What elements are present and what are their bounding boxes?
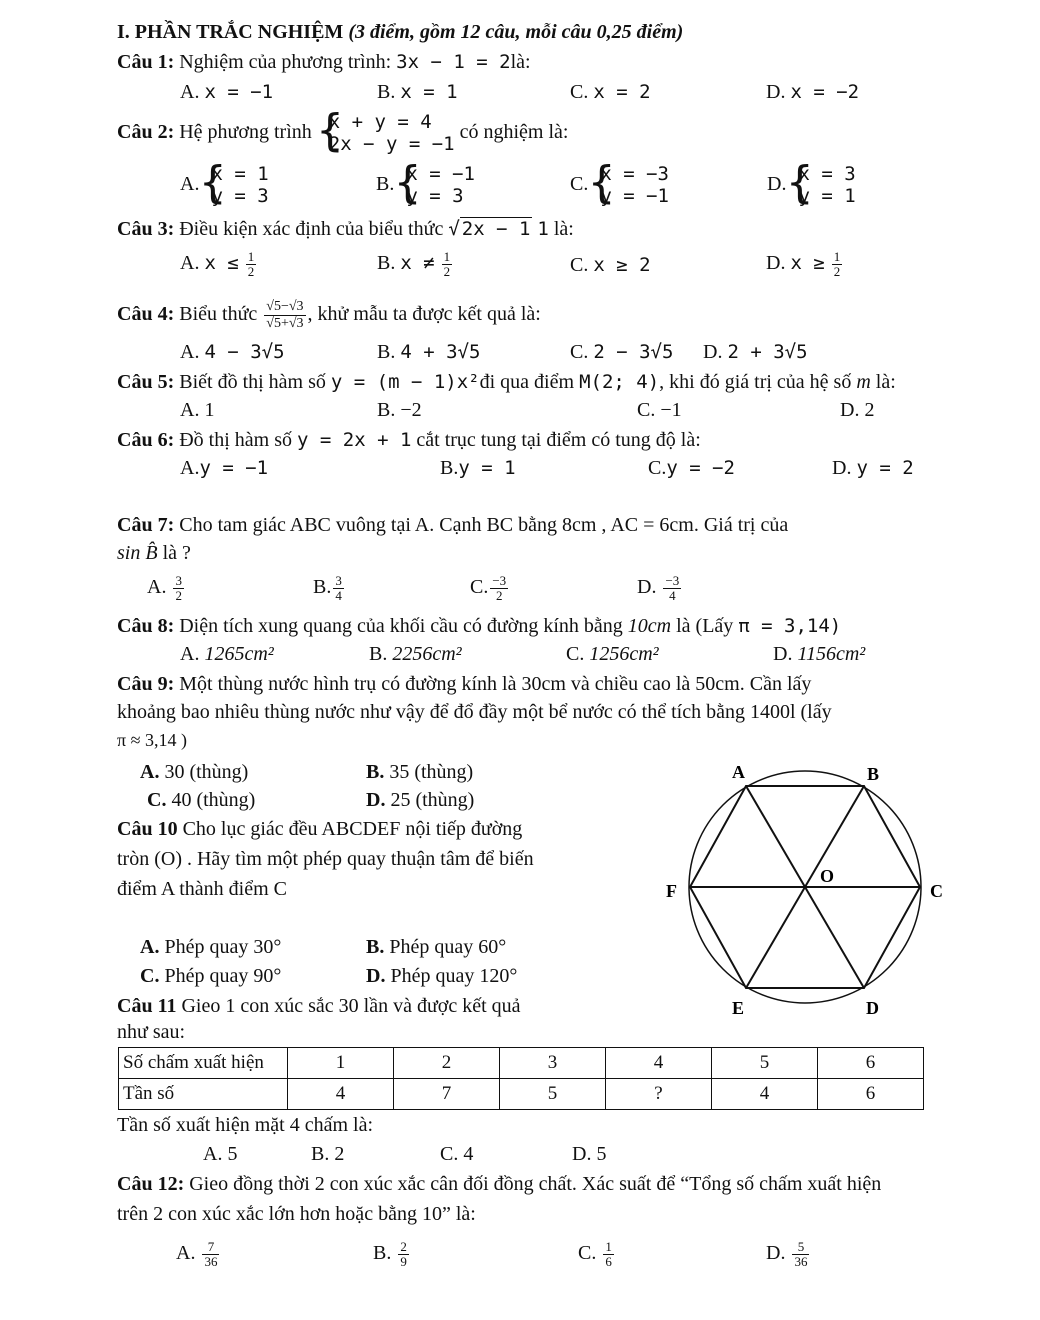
q4-option-c[interactable]: C. 2 − 3√5: [570, 341, 674, 363]
label-e: E: [732, 998, 745, 1018]
q1-option-a[interactable]: A. x = −1: [180, 81, 274, 103]
question-12: Câu 12: Gieo đồng thời 2 con xúc xắc cân đối đồng chất. Xác suất để “Tổng số chấm xuất hiện: [117, 1173, 882, 1195]
question-6: Câu 6: Đồ thị hàm số y = 2x + 1 cắt trục tung tại điểm có tung độ là:: [117, 429, 701, 451]
q2-option-c[interactable]: C. { x = −3 y = −1: [570, 157, 669, 209]
label-d: D: [866, 998, 879, 1018]
q11-option-b[interactable]: B. 2: [311, 1143, 345, 1165]
q2-system: { x + y = 4 2x − y = −1: [316, 105, 455, 157]
q5-option-c[interactable]: C. −1: [637, 399, 682, 421]
label-o: O: [820, 866, 835, 886]
q7-option-c[interactable]: C. $\frac{-3}{2}$: [470, 573, 507, 603]
q2-option-d[interactable]: D. { x = 3 y = 1: [767, 157, 856, 209]
question-7-cont: sin B̂ là ?: [117, 542, 191, 564]
question-9-line2: khoảng bao nhiêu thùng nước như vậy để đổ đầy một bể nước có thể tích bằng 1400l (lấy: [117, 701, 832, 723]
question-7: Câu 7: Cho tam giác ABC vuông tại A. Cạnh BC bằng 8cm , AC = 6cm. Giá trị của: [117, 514, 789, 536]
table-cell: 1: [288, 1048, 394, 1079]
table-cell: 7: [394, 1079, 500, 1110]
table-cell: 6: [818, 1079, 924, 1110]
q6-option-c[interactable]: C.y = −2: [648, 457, 735, 479]
q10-option-c[interactable]: C. Phép quay 90°: [140, 965, 282, 987]
question-12-line2: trên 2 con xúc xắc lớn hơn hoặc bằng 10” là:: [117, 1203, 476, 1225]
table-cell: 3: [500, 1048, 606, 1079]
hexagon-figure: [660, 760, 960, 1030]
q12-option-d[interactable]: D. $\frac{5}{36}$: [766, 1239, 808, 1269]
table-cell: Số chấm xuất hiện: [119, 1048, 288, 1079]
q8-option-c[interactable]: C. 1256cm²: [566, 643, 659, 665]
q6-option-a[interactable]: A.y = −1: [180, 457, 269, 479]
q10-option-a[interactable]: A. Phép quay 30°: [140, 936, 282, 958]
q6-option-d[interactable]: D. y = 2: [832, 457, 914, 479]
table-cell: ?: [606, 1079, 712, 1110]
table-cell: 6: [818, 1048, 924, 1079]
q9-option-b[interactable]: B. 35 (thùng): [366, 761, 474, 783]
q10-option-b[interactable]: B. Phép quay 60°: [366, 936, 507, 958]
table-cell: Tần số: [119, 1079, 288, 1110]
question-9-line3: π ≈ 3,14 ): [117, 730, 187, 750]
label-c: C: [930, 881, 943, 901]
q2-option-b[interactable]: B. { x = −1 y = 3: [376, 157, 475, 209]
q7-option-b[interactable]: B. $\frac{3}{4}$: [313, 573, 342, 603]
q3-option-a[interactable]: A. x ≤ $\frac{1}{2}$: [180, 249, 255, 279]
label-b: B: [867, 764, 880, 784]
question-11: Câu 11 Gieo 1 con xúc sắc 30 lần và được kết quả: [117, 995, 521, 1017]
question-4: Câu 4: Biểu thức $\frac{√5-√3}{√5+√3}$ , khử mẫu ta được kết quả là:: [117, 298, 541, 331]
question-5: Câu 5: Biết đồ thị hàm số y = (m − 1)x²đi qua điểm M(2; 4), khi đó giá trị của hệ số m là:: [117, 371, 896, 393]
label-a: A: [732, 762, 745, 782]
q1-option-c[interactable]: C. x = 2: [570, 81, 651, 103]
q11-option-d[interactable]: D. 5: [572, 1143, 607, 1165]
q5-option-a[interactable]: A. 1: [180, 399, 215, 421]
question-11-line2: như sau:: [117, 1021, 186, 1043]
question-1: Câu 1: Nghiệm của phương trình: 3x − 1 = 2là:: [117, 51, 531, 73]
table-cell: 4: [288, 1079, 394, 1110]
table-cell: 4: [712, 1079, 818, 1110]
q5-option-b[interactable]: B. −2: [377, 399, 422, 421]
q8-option-d[interactable]: D. 1156cm²: [773, 643, 866, 665]
q3-option-b[interactable]: B. x ≠ $\frac{1}{2}$: [377, 249, 451, 279]
table-cell: 5: [712, 1048, 818, 1079]
table-cell: 4: [606, 1048, 712, 1079]
section-title: I. PHẦN TRẮC NGHIỆM (3 điểm, gồm 12 câu, mỗi câu 0,25 điểm): [117, 21, 684, 43]
question-8: Câu 8: Diện tích xung quang của khối cầu có đường kính bằng 10cm là (Lấy π = 3,14): [117, 615, 842, 637]
table-cell: 2: [394, 1048, 500, 1079]
q2-option-a[interactable]: A. { x = 1 y = 3: [180, 157, 269, 209]
table-row: [119, 1079, 924, 1110]
label-f: F: [666, 881, 677, 901]
question-10-line3: điểm A thành điểm C: [117, 878, 287, 900]
q10-option-d[interactable]: D. Phép quay 120°: [366, 965, 518, 987]
q9-option-a[interactable]: A. 30 (thùng): [140, 761, 249, 783]
q8-option-a[interactable]: A. 1265cm²: [180, 643, 274, 665]
question-3: Câu 3: Điều kiện xác định của biểu thức √ 2x − 1 1 là:: [117, 218, 574, 240]
question-2: Câu 2: Hệ phương trình { x + y = 4 2x − y = −1 có nghiệm là:: [117, 105, 569, 157]
q4-option-d[interactable]: D. 2 + 3√5: [703, 341, 808, 363]
q1-option-d[interactable]: D. x = −2: [766, 81, 860, 103]
q4-option-b[interactable]: B. 4 + 3√5: [377, 341, 481, 363]
table-row: [119, 1048, 924, 1079]
q12-option-c[interactable]: C. $\frac{1}{6}$: [578, 1239, 612, 1269]
q3-option-c[interactable]: C. x ≥ 2: [570, 254, 651, 276]
question-11-ask: Tần số xuất hiện mặt 4 chấm là:: [117, 1114, 374, 1136]
question-9: Câu 9: Một thùng nước hình trụ có đường kính là 30cm và chiều cao là 50cm. Cần lấy: [117, 673, 812, 695]
q6-option-b[interactable]: B.y = 1: [440, 457, 516, 479]
q12-option-a[interactable]: A. $\frac{7}{36}$: [176, 1239, 218, 1269]
q4-option-a[interactable]: A. 4 − 3√5: [180, 341, 285, 363]
question-10: Câu 10 Cho lục giác đều ABCDEF nội tiếp đường: [117, 818, 523, 840]
q7-option-a[interactable]: A. $\frac{3}{2}$: [147, 573, 182, 603]
q5-option-d[interactable]: D. 2: [840, 399, 875, 421]
question-10-line2: tròn (O) . Hãy tìm một phép quay thuận tâm để biến: [117, 848, 534, 870]
q3-option-d[interactable]: D. x ≥ $\frac{1}{2}$: [766, 249, 841, 279]
frequency-table: [118, 1047, 924, 1110]
q12-option-b[interactable]: B. $\frac{2}{9}$: [373, 1239, 407, 1269]
q9-option-d[interactable]: D. 25 (thùng): [366, 789, 475, 811]
q1-option-b[interactable]: B. x = 1: [377, 81, 458, 103]
q7-option-d[interactable]: D. $\frac{-3}{4}$: [637, 573, 680, 603]
q11-option-a[interactable]: A. 5: [203, 1143, 238, 1165]
q9-option-c[interactable]: C. 40 (thùng): [147, 789, 256, 811]
q8-option-b[interactable]: B. 2256cm²: [369, 643, 462, 665]
q11-option-c[interactable]: C. 4: [440, 1143, 474, 1165]
table-cell: 5: [500, 1079, 606, 1110]
